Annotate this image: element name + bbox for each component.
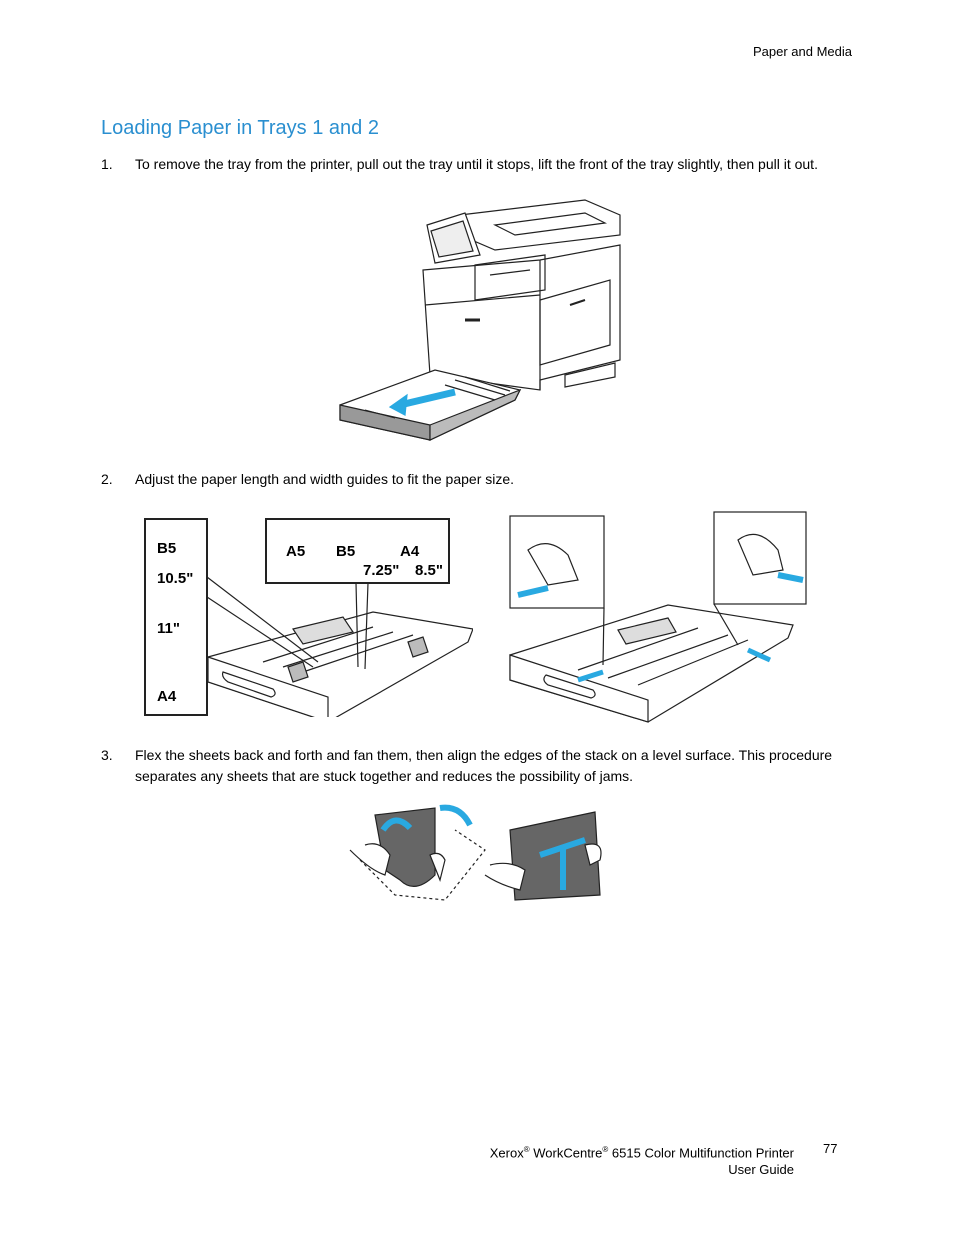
width-guide-adjustment-illustration <box>508 510 808 725</box>
footer-brand: Xerox <box>489 1145 524 1161</box>
footer-product-line: Xerox® WorkCentre® 6515 Color Multifunction Printer <box>489 1145 794 1161</box>
paper-guide-scale-illustration <box>143 517 473 717</box>
top-scale-a5: A5 <box>286 543 306 560</box>
top-scale-b5: B5 <box>336 543 356 560</box>
scale-label: 10.5" <box>157 570 194 587</box>
page-title: Loading Paper in Trays 1 and 2 <box>101 117 379 139</box>
page-number: 77 <box>823 1141 838 1156</box>
footer-guide: User Guide <box>728 1162 794 1178</box>
side-scale <box>157 539 193 707</box>
step-text: To remove the tray from the printer, pull out the tray until it stops, lift the front of the tray slightly, then pull it out. <box>135 156 818 172</box>
footer-model: 6515 Color Multifunction Printer <box>611 1145 794 1161</box>
top-scale-8-5: 8.5" <box>415 562 443 579</box>
step-3 <box>101 745 861 787</box>
scale-label: A4 <box>157 688 177 705</box>
running-header: Paper and Media <box>752 44 852 59</box>
step-number: 3. <box>101 747 113 763</box>
top-scale-7-25: 7.25" <box>363 562 400 579</box>
step-text: Adjust the paper length and width guides to fit the paper size. <box>135 471 515 487</box>
top-scale-a4: A4 <box>400 543 420 560</box>
step-number: 1. <box>101 156 113 172</box>
fanning-paper-illustration <box>345 800 610 908</box>
printer-tray-removal-illustration <box>335 195 625 450</box>
footer-product: WorkCentre <box>533 1145 603 1161</box>
page-footer <box>490 1141 794 1178</box>
step-1 <box>101 154 861 196</box>
step-2 <box>101 469 861 490</box>
step-number: 2. <box>101 471 113 487</box>
scale-label: 11" <box>157 620 180 637</box>
step-text: Flex the sheets back and forth and fan them, then align the edges of the stack on a level surface. This procedure separates any sheets that are stuck together and reduces the possibility of jams. <box>135 747 833 784</box>
scale-label: B5 <box>157 540 177 557</box>
